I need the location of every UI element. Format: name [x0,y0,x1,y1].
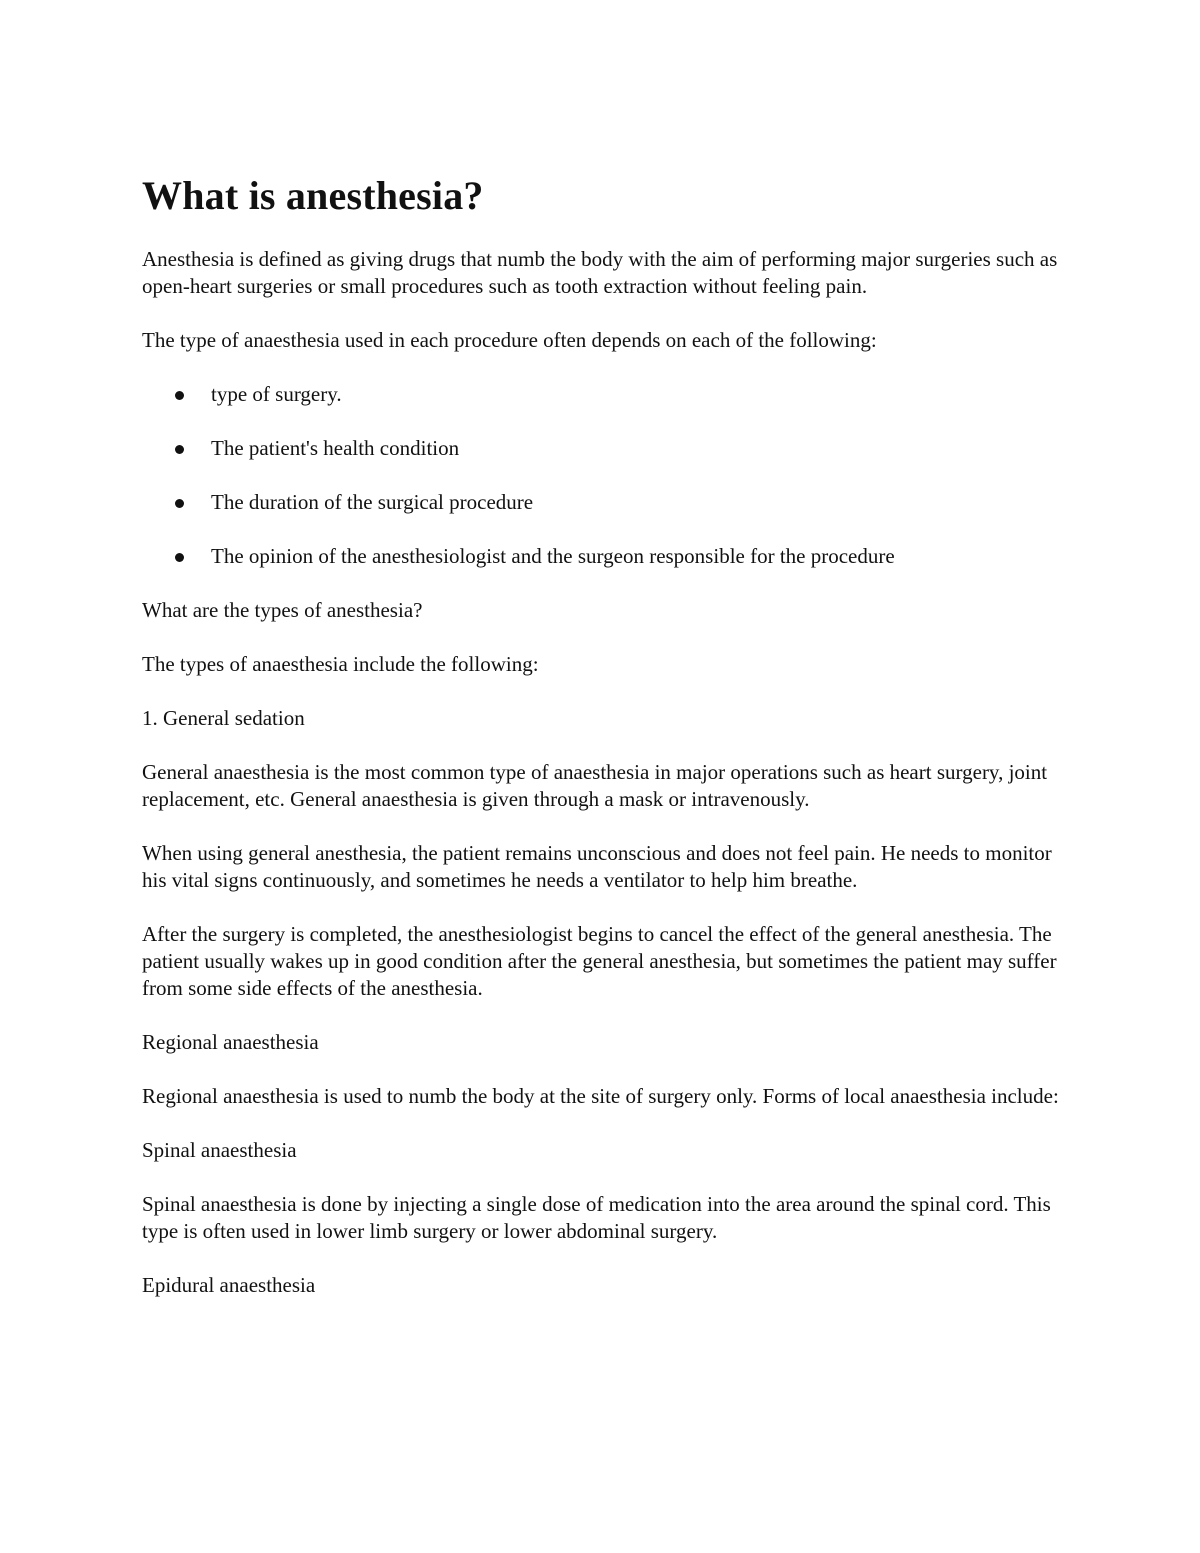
bullet-icon [175,553,184,562]
factors-lead-paragraph: The type of anaesthesia used in each procedure often depends on each of the following: [142,328,877,352]
general-paragraph-1: General anaesthesia is the most common type of anaesthesia in major operations such as heart surgery, joint replacement, etc. General anaesthesia is given through a mask or intravenously. [142,760,1048,811]
page-title: What is anesthesia? [142,173,484,218]
spinal-paragraph: Spinal anaesthesia is done by injecting a single dose of medication into the area around the spinal cord. This type is often used in lower limb surgery or lower abdominal surgery. [142,1192,1051,1243]
factors-list [142,381,1072,570]
spinal-heading: Spinal anaesthesia [142,1138,297,1162]
list-item-text: type of surgery. [211,382,342,406]
list-item-text: The opinion of the anesthesiologist and the surgeon responsible for the procedure [211,544,895,568]
bullet-icon [175,499,184,508]
list-item [142,543,1072,570]
list-item [142,435,1072,462]
list-item [142,489,1072,516]
types-lead-paragraph: The types of anaesthesia include the following: [142,652,539,676]
bullet-icon [175,445,184,454]
regional-heading: Regional anaesthesia [142,1030,319,1054]
list-item-text: The duration of the surgical procedure [211,490,534,514]
bullet-icon [175,391,184,400]
types-question-paragraph: What are the types of anesthesia? [142,598,423,622]
list-item [142,381,1072,408]
regional-paragraph: Regional anaesthesia is used to numb the body at the site of surgery only. Forms of local anaesthesia include: [142,1084,1059,1108]
document-content [142,168,1072,1299]
intro-paragraph: Anesthesia is defined as giving drugs that numb the body with the aim of performing major surgeries such as open-heart surgeries or small procedures such as tooth extraction without feeling pain. [142,247,1058,298]
general-paragraph-2: When using general anesthesia, the patient remains unconscious and does not feel pain. He needs to monitor his vital signs continuously, and sometimes he needs a ventilator to help him breathe. [142,841,1052,892]
general-paragraph-3: After the surgery is completed, the anesthesiologist begins to cancel the effect of the general anesthesia. The patient usually wakes up in good condition after the general anesthesia, but sometimes the patient may suffer from some side effects of the anesthesia. [142,922,1057,1000]
epidural-heading: Epidural anaesthesia [142,1273,316,1297]
general-sedation-heading: 1. General sedation [142,706,305,730]
list-item-text: The patient's health condition [211,436,460,460]
